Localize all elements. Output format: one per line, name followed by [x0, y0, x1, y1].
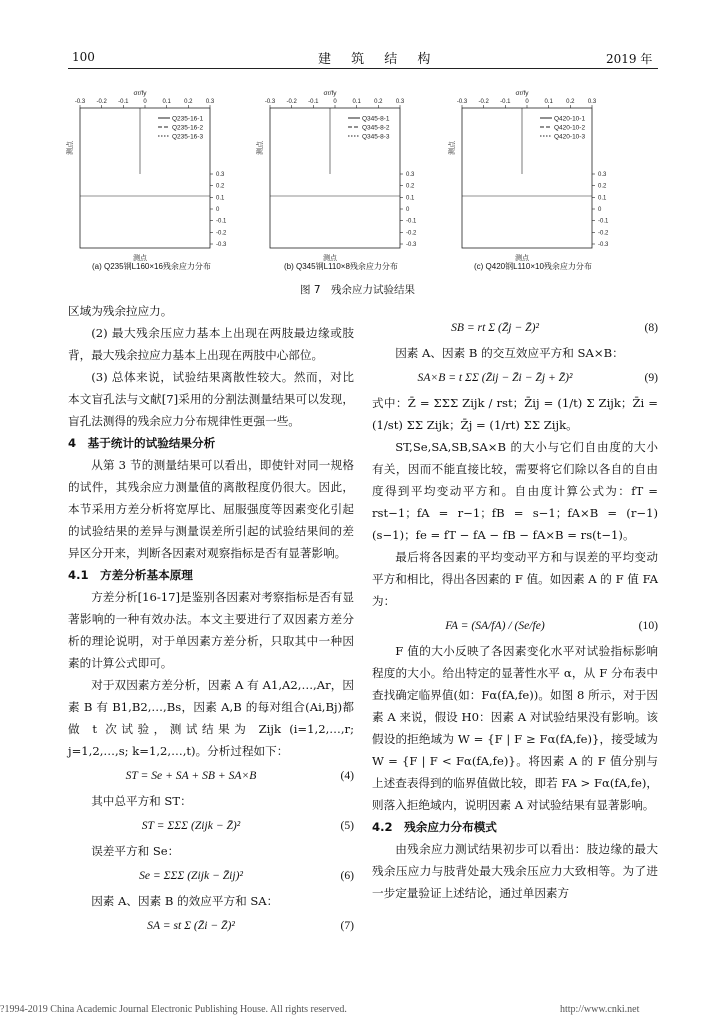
top-tick-label: 0.2	[566, 99, 575, 105]
side-tick-label: -0.1	[216, 218, 227, 225]
page-number: 100	[72, 50, 95, 64]
equation-4	[68, 762, 354, 790]
paragraph: 从第 3 节的测量结果可以看出，即使针对同一规格的试件，其残余应力测量值的离散程度仍很大。因此，本节采用方差分析将宽厚比、屈服强度等因素变化引起的试验结果的差异与测量误差所引起的试验结果间的差异区分开来，判断各因素对观察指标是否有显著影响。	[68, 458, 354, 560]
top-tick-label: 0.2	[184, 99, 193, 105]
left-column	[68, 300, 354, 940]
year: 2019 年	[606, 52, 653, 66]
header-rule	[68, 68, 658, 69]
xlabel: 测点	[515, 255, 529, 262]
equation-10	[372, 612, 658, 640]
paragraph: 式中：Z̄ = ΣΣΣ Zijk / rst；Z̄ij = (1/t) Σ Zijk；Z̄i = (1/st) ΣΣ Zijk；Z̄j = (1/rt) ΣΣ Zijk。	[372, 396, 658, 432]
side-tick-label: 0	[216, 207, 220, 213]
top-tick-label: 0.1	[162, 99, 171, 105]
paragraph: 其中总平方和 ST：	[91, 794, 192, 808]
panel-a	[66, 88, 250, 274]
top-tick-label: -0.3	[74, 99, 86, 105]
equation: SB = rt Σ (Z̄j − Z̄)²	[451, 321, 539, 334]
side-tick-label: -0.3	[598, 242, 609, 248]
top-tick-label: 0	[333, 99, 337, 105]
xlabel: 测点	[323, 255, 337, 262]
top-tick-label: -0.1	[308, 99, 319, 105]
equation: Se = ΣΣΣ (Zijk − Z̄ij)²	[139, 869, 243, 882]
top-tick-label: 0.3	[395, 99, 405, 105]
legend-entry: Q420-10-2	[554, 124, 586, 132]
equation: SA = st Σ (Z̄i − Z̄)²	[147, 919, 235, 932]
panel-b	[256, 88, 440, 274]
equation: ST = Se + SA + SB + SA×B	[125, 769, 257, 782]
paragraph: ST,Se,SA,SB,SA×B 的大小与它们自由度的大小有关，因而不能直接比较，需要将它们除以各自的自由度得到平均变动平方和。自由度计算公式为：fT = rst−1；fA = r−1；fB = s−1；fA×B = (r−1)(s−1)；fe = fT − fA − fB − fA×B = rs(t−1)。	[372, 440, 658, 542]
panel-a-caption: (a) Q235钢L160×16残余应力分布	[92, 262, 211, 271]
top-axis-label: σr/fy	[133, 90, 147, 97]
equation-number: (6)	[340, 869, 354, 882]
paragraph: (3) 总体来说，试验结果离散性较大。然而，对比本文盲孔法与文献[7]采用的分割法测量结果可以发现，盲孔法测得的残余应力分布规律性更强一些。	[68, 370, 354, 428]
section-heading: 4 基于统计的试验结果分析	[68, 436, 216, 450]
legend-entry: Q420-10-3	[554, 133, 586, 141]
side-tick-label: 0	[598, 207, 602, 213]
chart-svg	[256, 88, 440, 274]
xlabel: 测点	[133, 255, 147, 262]
legend-entry: Q235-16-1	[172, 115, 204, 123]
figure-caption: 图 7 残余应力试验结果	[300, 284, 416, 296]
side-tick-label: 0.3	[598, 172, 607, 178]
top-tick-label: 0.2	[374, 99, 383, 105]
equation-6	[68, 862, 354, 890]
chart-svg	[66, 88, 250, 274]
panel-b-caption: (b) Q345钢L110×8残余应力分布	[284, 262, 398, 271]
side-tick-label: 0.1	[216, 195, 225, 202]
top-tick-label: -0.2	[286, 99, 297, 105]
ylabel: 测点	[449, 141, 456, 155]
top-tick-label: 0.3	[205, 99, 215, 105]
panel-c-caption: (c) Q420钢L110×10残余应力分布	[474, 262, 592, 271]
equation-number: (8)	[644, 321, 658, 334]
subsection-heading: 4.2 残余应力分布模式	[372, 820, 497, 834]
equation: SA×B = t ΣΣ (Z̄ij − Z̄i − Z̄j + Z̄)²	[417, 371, 573, 384]
side-tick-label: 0.3	[406, 172, 415, 178]
top-tick-label: 0.1	[544, 99, 553, 105]
top-tick-label: -0.1	[118, 99, 129, 105]
equation: ST = ΣΣΣ (Zijk − Z̄)²	[141, 819, 241, 832]
paragraph: 区域为残余拉应力。	[68, 304, 173, 318]
paragraph: 对于双因素方差分析，因素 A 有 A1,A2,…,Ar，因素 B 有 B1,B2,…,Bs，因素 A,B 的每对组合(Ai,Bj)都做 t 次试验，测试结果为 Zijk (i=1,2,…,r; j=1,2,…,s; k=1,2,…,t)。分析过程如下：	[68, 678, 354, 758]
copyright: ?1994-2019 China Academic Journal Electronic Publishing House. All rights reserved.	[0, 1004, 347, 1015]
equation-7	[68, 912, 354, 940]
side-tick-label: -0.3	[216, 242, 227, 248]
side-tick-label: 0.3	[216, 172, 225, 178]
ylabel: 测点	[67, 141, 74, 155]
side-tick-label: -0.1	[598, 218, 609, 225]
side-tick-label: -0.2	[406, 230, 417, 237]
top-tick-label: -0.3	[264, 99, 276, 105]
journal-title: 建 筑 结 构	[318, 52, 439, 67]
paragraph: 因素 A、因素 B 的效应平方和 SA：	[91, 894, 279, 908]
top-tick-label: -0.1	[500, 99, 511, 105]
top-tick-label: -0.2	[96, 99, 107, 105]
equation-number: (7)	[340, 919, 354, 932]
top-tick-label: -0.3	[456, 99, 468, 105]
paragraph: 最后将各因素的平均变动平方和与误差的平均变动平方和相比，得出各因素的 F 值。如因素 A 的 F 值 FA 为：	[372, 550, 658, 608]
legend-entry: Q235-16-3	[172, 133, 204, 141]
legend-entry: Q345-8-3	[362, 133, 390, 141]
equation-5	[68, 812, 354, 840]
panel-c	[448, 88, 632, 274]
paragraph: (2) 最大残余压应力基本上出现在两肢最边缘或肢背，最大残余拉应力基本上出现在两肢中心部位。	[68, 326, 354, 362]
legend-entry: Q420-10-1	[554, 115, 586, 123]
top-axis-label: σr/fy	[323, 90, 337, 97]
ylabel: 测点	[257, 141, 264, 155]
paragraph: 方差分析[16-17]是鉴别各因素对考察指标是否有显著影响的一种有效办法。本文主要进行了双因素方差分析的理论说明，对于单因素方差分析，只取其中一种因素的计算公式即可。	[68, 590, 354, 670]
top-tick-label: 0	[525, 99, 529, 105]
equation-number: (9)	[644, 371, 658, 384]
side-tick-label: -0.1	[406, 218, 417, 225]
chart-svg	[448, 88, 632, 274]
subsection-heading: 4.1 方差分析基本原理	[68, 568, 193, 582]
side-tick-label: 0.2	[216, 183, 225, 190]
side-tick-label: -0.2	[598, 230, 609, 237]
equation-number: (5)	[340, 819, 354, 832]
top-tick-label: -0.2	[478, 99, 489, 105]
side-tick-label: 0.1	[406, 195, 415, 202]
equation-number: (10)	[638, 619, 658, 632]
paragraph: 误差平方和 Se：	[91, 844, 180, 858]
paragraph: 由残余应力测试结果初步可以看出：肢边缘的最大残余压应力与肢背处最大残余压应力大致相等。为了进一步定量验证上述结论，通过单因素方	[372, 842, 658, 900]
right-column	[372, 314, 658, 904]
equation: FA = (SA/fA) / (Se/fe)	[445, 619, 545, 632]
source-url: http://www.cnki.net	[560, 1004, 640, 1015]
top-axis-label: σr/fy	[515, 90, 529, 97]
paragraph: F 值的大小反映了各因素变化水平对试验指标影响程度的大小。给出特定的显著性水平 α，从 F 分布表中查找确定临界值(如：Fα(fA,fe))。如图 8 所示，对于因素 A 来说，假设 H0：因素 A 对试验结果没有影响。该假设的拒绝域为 W = {F | F ≥ Fα(fA,fe)}，接受域为 W = {F | F < Fα(fA,fe)}。将因素 A 的 F 值分别与上述查表得到的临界值做比较，即若 FA > Fα(fA,fe)，则落入拒绝域内，说明因素 A 对试验结果有显著影响。	[372, 644, 658, 812]
top-tick-label: 0	[143, 99, 147, 105]
equation-number: (4)	[340, 769, 354, 782]
side-tick-label: 0.2	[406, 183, 415, 190]
top-tick-label: 0.1	[352, 99, 361, 105]
side-tick-label: 0.1	[598, 195, 607, 202]
side-tick-label: 0.2	[598, 183, 607, 190]
legend-entry: Q345-8-2	[362, 124, 390, 132]
top-tick-label: 0.3	[587, 99, 597, 105]
legend-entry: Q345-8-1	[362, 115, 390, 123]
side-tick-label: 0	[406, 207, 410, 213]
legend-entry: Q235-16-2	[172, 124, 204, 132]
side-tick-label: -0.3	[406, 242, 417, 248]
paragraph: 因素 A、因素 B 的交互效应平方和 SA×B：	[395, 346, 624, 360]
equation-8	[372, 314, 658, 342]
side-tick-label: -0.2	[216, 230, 227, 237]
equation-9	[372, 364, 658, 392]
